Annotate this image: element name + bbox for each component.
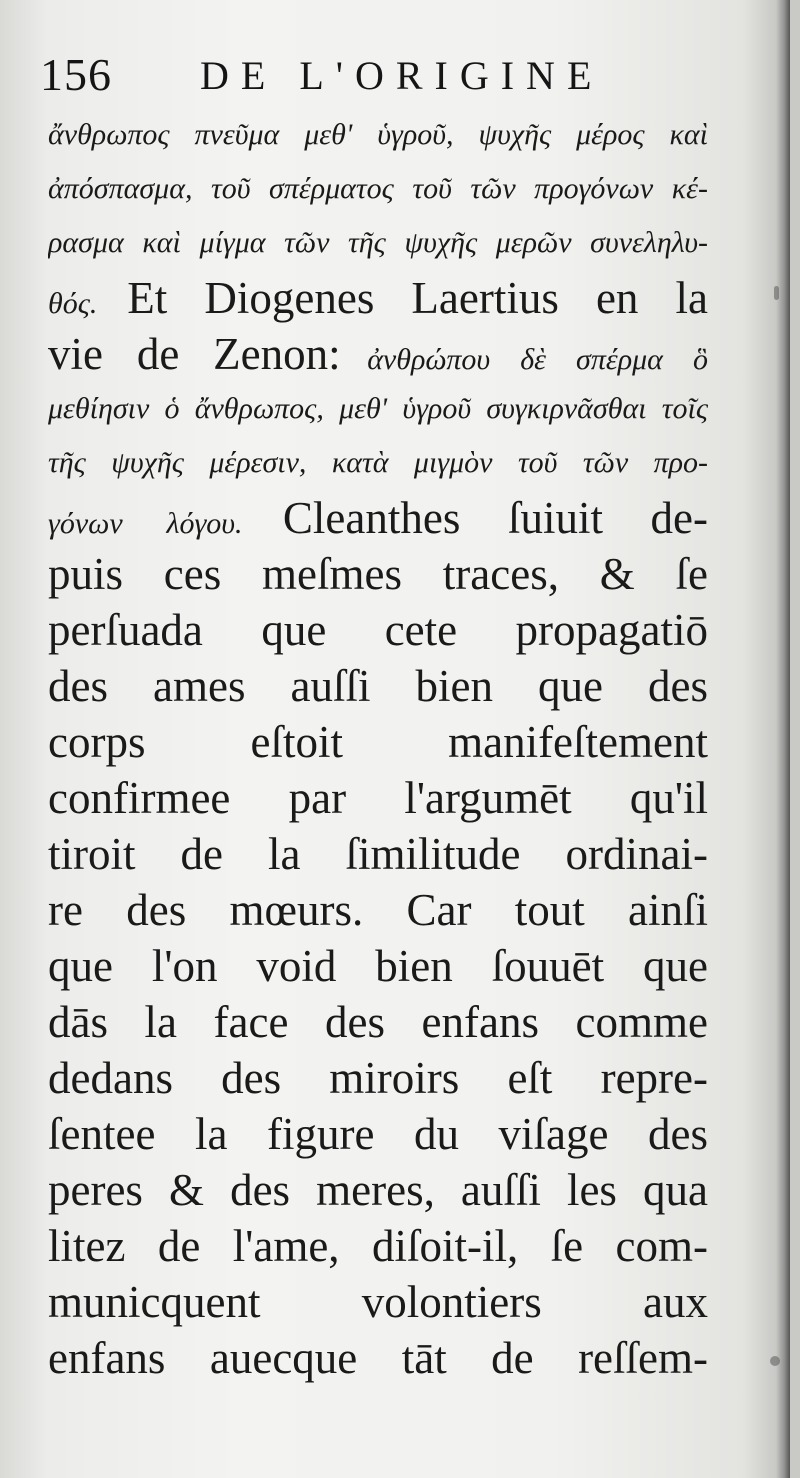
text-line: ἄνθρωπος πνεῦμα μεθ' ὑγροῦ, ψυχῆς μέρος καὶ bbox=[48, 118, 708, 151]
text-line: ρασμα καὶ μίγμα τῶν τῆς ψυχῆς μερῶν συνεληλυ- bbox=[48, 226, 708, 259]
page-edge-shadow bbox=[776, 0, 790, 1478]
text-line: enfans auecque tāt de reſſem- bbox=[48, 1333, 708, 1383]
text-line: des ames auſſi bien que des bbox=[48, 661, 708, 711]
text-line bbox=[48, 270, 708, 326]
text-line: confirmee par l'argumēt qu'il bbox=[48, 773, 708, 823]
text-line: litez de l'ame, diſoit-il, ſe com- bbox=[48, 1221, 708, 1271]
roman-fragment: Cleanthes ſuiuit de- bbox=[282, 493, 708, 543]
paper-stain bbox=[770, 1356, 780, 1366]
roman-fragment: vie de Zenon: bbox=[48, 329, 341, 379]
greek-fragment: ἀνθρώπου δὲ σπέρμα ὃ bbox=[367, 343, 708, 376]
paper-stain bbox=[774, 286, 779, 300]
text-line: ἀπόσπασμα, τοῦ σπέρματος τοῦ τῶν προγόνων κέ- bbox=[48, 172, 708, 205]
greek-fragment: γόνων λόγου. bbox=[48, 507, 243, 540]
text-line: dedans des miroirs eſt repre- bbox=[48, 1053, 708, 1103]
text-line: tiroit de la ſimilitude ordinai- bbox=[48, 829, 708, 879]
text-line bbox=[48, 326, 708, 382]
greek-fragment: θός. bbox=[48, 287, 98, 320]
page-number: 156 bbox=[40, 49, 112, 100]
text-line: que l'on void bien ſouuēt que bbox=[48, 941, 708, 991]
text-line: puis ces meſmes traces, & ſe bbox=[48, 549, 708, 599]
running-head bbox=[40, 48, 720, 108]
text-line: dās la face des enfans comme bbox=[48, 997, 708, 1047]
roman-fragment: Et Diogenes Laertius en la bbox=[127, 273, 708, 323]
running-title: DE L'ORIGINE bbox=[200, 53, 604, 98]
text-line: perſuada que cete propagatiō bbox=[48, 605, 708, 655]
text-line: municquent volontiers aux bbox=[48, 1277, 708, 1327]
text-line: ſentee la figure du viſage des bbox=[48, 1109, 708, 1159]
body-text bbox=[48, 108, 708, 1386]
text-line bbox=[48, 490, 708, 546]
text-line: corps eſtoit manifeſtement bbox=[48, 717, 708, 767]
text-line: μεθίησιν ὁ ἄνθρωπος, μεθ' ὑγροῦ συγκιρνᾶσθαι τοῖς bbox=[48, 392, 708, 425]
text-line: re des mœurs. Car tout ainſi bbox=[48, 885, 708, 935]
text-line: τῆς ψυχῆς μέρεσιν, κατὰ μιγμὸν τοῦ τῶν προ- bbox=[48, 446, 708, 479]
text-line: peres & des meres, auſſi les qua bbox=[48, 1165, 708, 1215]
